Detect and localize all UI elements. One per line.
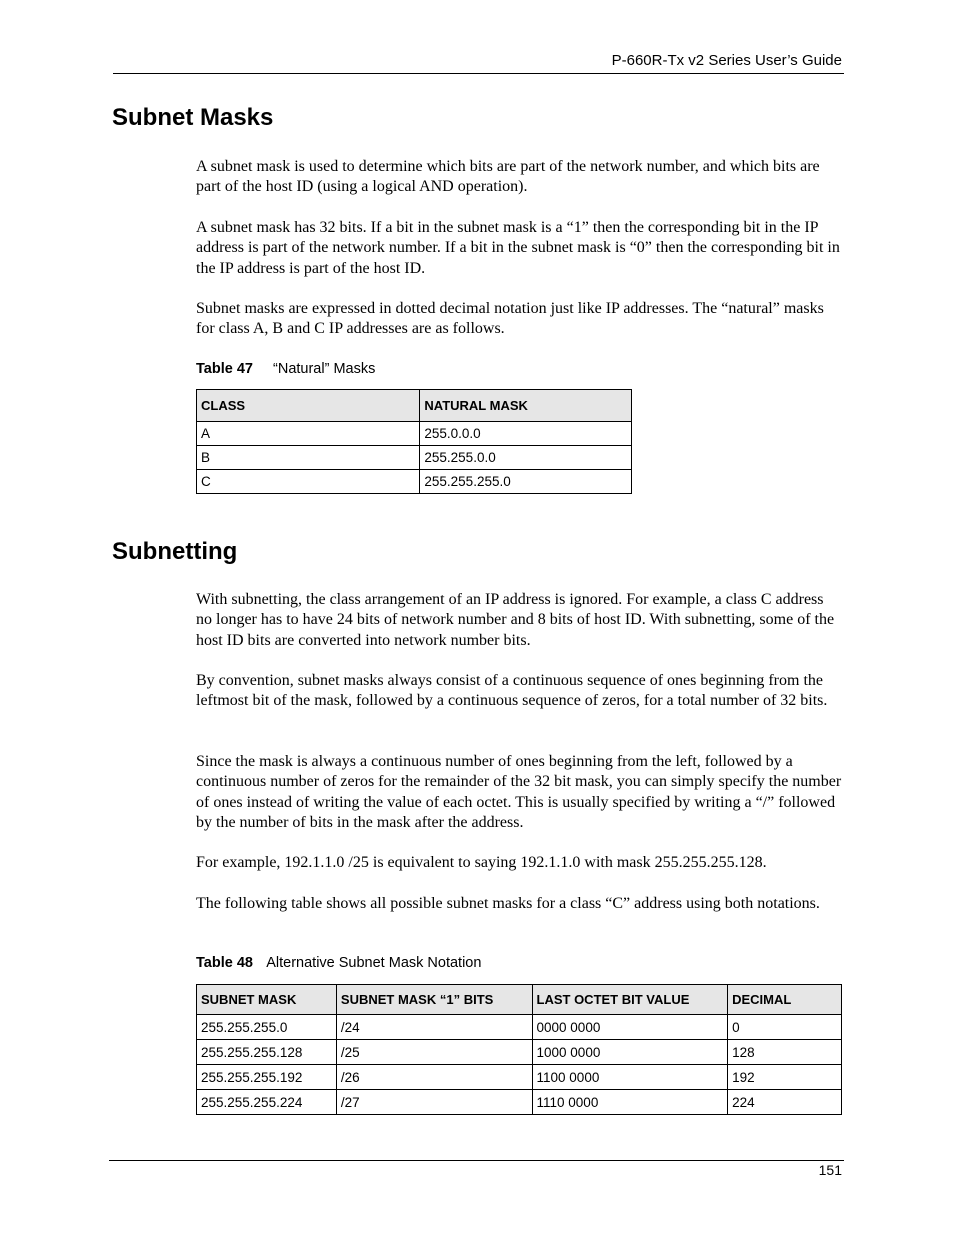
table-cell: 1100 0000 [532,1065,728,1090]
table-cell: 255.0.0.0 [420,422,632,446]
table-row [197,470,632,494]
natural-masks-table [196,389,632,494]
table-cell: /26 [336,1065,532,1090]
table-cell: /25 [336,1040,532,1065]
table-cell: 255.255.255.0 [420,470,632,494]
table-row [197,1065,842,1090]
section-heading-subnet-masks: Subnet Masks [112,104,274,131]
table-cell: A [197,422,420,446]
page-number: 151 [818,1162,842,1178]
table-caption-title: Alternative Subnet Mask Notation [266,955,482,971]
table-header-cell: NATURAL MASK [420,390,632,422]
table-cell: 255.255.255.192 [197,1065,337,1090]
paragraph: Since the mask is always a continuous number of ones beginning from the left, followed by a continuous number of zeros for the remainder of the 32 bit mask, you can simply specify the number of ones instead of writing the value of each octet. This is usually specified by writing a “/” followed by the number of bits in the mask after the address. [196,753,842,831]
table-cell: B [197,446,420,470]
running-header: P-660R-Tx v2 Series User’s Guide [611,52,842,69]
table-caption-number: Table 48 [196,955,253,971]
table-cell: 1110 0000 [532,1090,728,1115]
header-rule [113,73,844,74]
paragraph: Subnet masks are expressed in dotted decimal notation just like IP addresses. The “natural” masks for class A, B and C IP addresses are as follows. [196,300,824,338]
footer-rule [109,1160,844,1161]
table-header-cell: SUBNET MASK [197,985,337,1015]
table-cell: 0 [728,1015,842,1040]
table-row [197,1090,842,1115]
table-cell: 255.255.255.224 [197,1090,337,1115]
table-row [197,422,632,446]
table-header-cell: DECIMAL [728,985,842,1015]
subnet-mask-notation-table [196,984,842,1115]
paragraph: The following table shows all possible subnet masks for a class “C” address using both notations. [196,895,820,912]
paragraph: A subnet mask has 32 bits. If a bit in the subnet mask is a “1” then the corresponding bit in the IP address is part of the network number. If a bit in the subnet mask is “0” then the corresponding bit in the IP address is part of the host ID. [196,219,840,277]
table-row [197,1015,842,1040]
table-cell: 1000 0000 [532,1040,728,1065]
table-caption-title: “Natural” Masks [273,361,376,377]
paragraph: By convention, subnet masks always consist of a continuous sequence of ones beginning from the leftmost bit of the mask, followed by a continuous sequence of zeros, for a total number of 32 bits. [196,672,828,710]
table-cell: 255.255.0.0 [420,446,632,470]
table-header-cell: SUBNET MASK “1” BITS [336,985,532,1015]
table-caption-number: Table 47 [196,361,253,377]
table-caption [196,955,481,971]
table-header-cell: CLASS [197,390,420,422]
paragraph: With subnetting, the class arrangement of an IP address is ignored. For example, a class C address no longer has to have 24 bits of network number and 8 bits of host ID. With subnetting, some of the host ID bits are converted into network number bits. [196,591,835,649]
table-cell: /27 [336,1090,532,1115]
table-row [197,446,632,470]
table-cell: 192 [728,1065,842,1090]
table-cell: 255.255.255.0 [197,1015,337,1040]
table-caption [196,361,375,377]
paragraph: For example, 192.1.1.0 /25 is equivalent to saying 192.1.1.0 with mask 255.255.255.128. [196,854,767,871]
table-cell: 0000 0000 [532,1015,728,1040]
section-heading-subnetting: Subnetting [112,538,238,565]
table-row [197,1040,842,1065]
paragraph: A subnet mask is used to determine which bits are part of the network number, and which bits are part of the host ID (using a logical AND operation). [196,158,820,196]
table-header-cell: LAST OCTET BIT VALUE [532,985,728,1015]
table-cell: C [197,470,420,494]
table-cell: /24 [336,1015,532,1040]
table-cell: 255.255.255.128 [197,1040,337,1065]
table-cell: 224 [728,1090,842,1115]
table-cell: 128 [728,1040,842,1065]
